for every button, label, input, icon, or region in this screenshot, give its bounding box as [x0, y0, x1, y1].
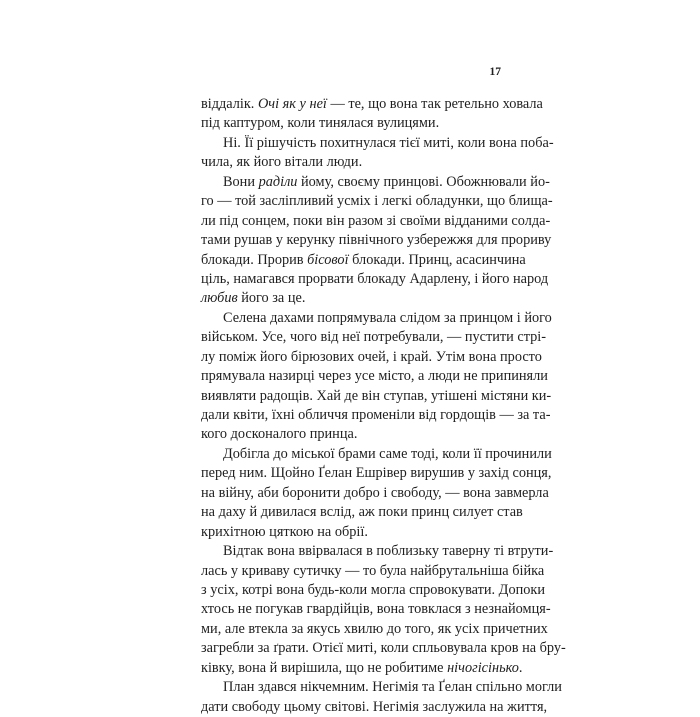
text-line	[201, 659, 523, 678]
text-line	[201, 387, 552, 406]
text-line	[201, 698, 548, 717]
text-line	[201, 289, 501, 308]
text-line	[201, 523, 501, 542]
italic-text: нічогісінько	[447, 659, 519, 676]
text-segment: виявляти радощів. Хай де він ступав, утішені містяни ки-	[201, 387, 552, 404]
text-line	[201, 251, 526, 270]
text-line	[201, 600, 551, 619]
text-line	[201, 153, 501, 172]
text-line	[201, 503, 523, 522]
text-line	[201, 173, 550, 192]
italic-text: Очі як у неї	[257, 96, 327, 112]
text-line	[201, 445, 552, 464]
text-segment: тами рушав у керунку північного узбережжя для прориву	[201, 232, 552, 249]
text-segment: під каптуром, коли тинялася вулицями.	[201, 115, 440, 132]
text-segment: ківку, вона й вирішила, що не робитиме	[201, 659, 448, 676]
text-segment: з усіх, котрі вона будь-коли могла спровокувати. Допоки	[201, 581, 545, 598]
italic-text: бісової	[307, 251, 349, 268]
text-line	[201, 309, 552, 328]
text-line	[201, 367, 548, 386]
text-segment: го — той засліпливий усміх і легкі обладунки, що блищa-	[201, 193, 553, 210]
text-segment: дали квіти, їхні обличчя променіли від гордощів — за та-	[201, 407, 551, 423]
text-segment: .	[518, 659, 523, 676]
text-line	[201, 542, 554, 561]
text-segment: блокади. Принц, асасинчина	[348, 251, 526, 268]
body-text	[201, 95, 566, 717]
text-line	[201, 464, 552, 483]
text-line	[201, 95, 543, 114]
text-segment: його за це.	[237, 290, 306, 307]
text-line	[201, 328, 547, 347]
text-line	[201, 348, 542, 367]
text-segment: дати свободу цьому світові. Негімія заслужила на життя,	[201, 698, 548, 715]
text-line	[201, 639, 566, 658]
text-line	[201, 484, 549, 503]
text-segment: перед ним. Щойно Ґелан Ешрівер вирушив у захід сонця,	[201, 465, 552, 482]
text-line	[201, 406, 551, 425]
text-segment: ми, але втекла за якусь хвилю до того, як усіх причетних	[201, 620, 548, 637]
text-segment: лу поміж його бірюзових очей, і край. Утім вона просто	[201, 348, 542, 365]
text-segment: на війну, аби боронити добро і свободу, — вона завмерла	[201, 484, 549, 501]
text-segment: прямувала назирці через усе місто, а люди не припиняли	[201, 368, 548, 385]
text-line	[201, 678, 562, 697]
italic-text: любив	[201, 290, 238, 307]
page-number: 17	[489, 66, 501, 78]
italic-text: раділи	[258, 173, 298, 190]
text-segment: військом. Усе, чого від неї потребували, — пустити стрі-	[201, 329, 547, 346]
text-segment: загребли за ґрати. Отієї миті, коли спльовувала кров на бру-	[201, 640, 566, 657]
text-segment: Селена дахами попрямувала слідом за принцом і його	[223, 309, 552, 326]
text-line	[201, 562, 545, 581]
text-segment: чила, як його вітали люди.	[201, 154, 363, 171]
text-line	[201, 192, 553, 211]
text-line	[201, 270, 549, 289]
text-segment: лась у криваву сутичку — то була найбрутальніша бійка	[201, 562, 545, 579]
text-line	[201, 212, 551, 231]
text-line	[201, 581, 545, 600]
text-segment: віддалік.	[201, 96, 258, 112]
text-segment: Відтак вона ввірвалася в поблизьку таверну ті втрути-	[223, 543, 554, 560]
text-segment: — те, що вона так ретельно ховала	[326, 96, 543, 112]
text-segment: ціль, намагався прорвати блокаду Адарлену, і його народ	[201, 270, 549, 287]
text-line	[201, 114, 501, 133]
text-line	[201, 134, 554, 153]
text-line	[201, 620, 548, 639]
text-segment: План здався нікчемним. Негімія та Ґелан спільно могли	[223, 679, 562, 696]
text-line	[201, 425, 501, 444]
text-segment: ли під сонцем, поки він разом зі своїми відданими солда-	[201, 212, 551, 229]
text-segment: Добігла до міської брами саме тоді, коли її прочинили	[223, 445, 552, 462]
text-segment: кого досконалого принца.	[201, 426, 358, 443]
text-segment: крихітною цяткою на обрії.	[201, 523, 368, 540]
text-segment: Ні. Її рішучість похитнулася тієї миті, коли вона поба-	[223, 134, 554, 151]
text-segment: хтось не погукав гвардійців, вона товклася з незнайомця-	[201, 601, 551, 618]
text-segment: на даху й дивилася вслід, аж поки принц силует став	[201, 504, 523, 521]
text-segment: Вони	[223, 173, 259, 190]
text-segment: блокади. Прорив	[201, 251, 308, 268]
text-segment: йому, своєму принцові. Обожнювали йо-	[297, 173, 550, 190]
text-line	[201, 231, 552, 250]
